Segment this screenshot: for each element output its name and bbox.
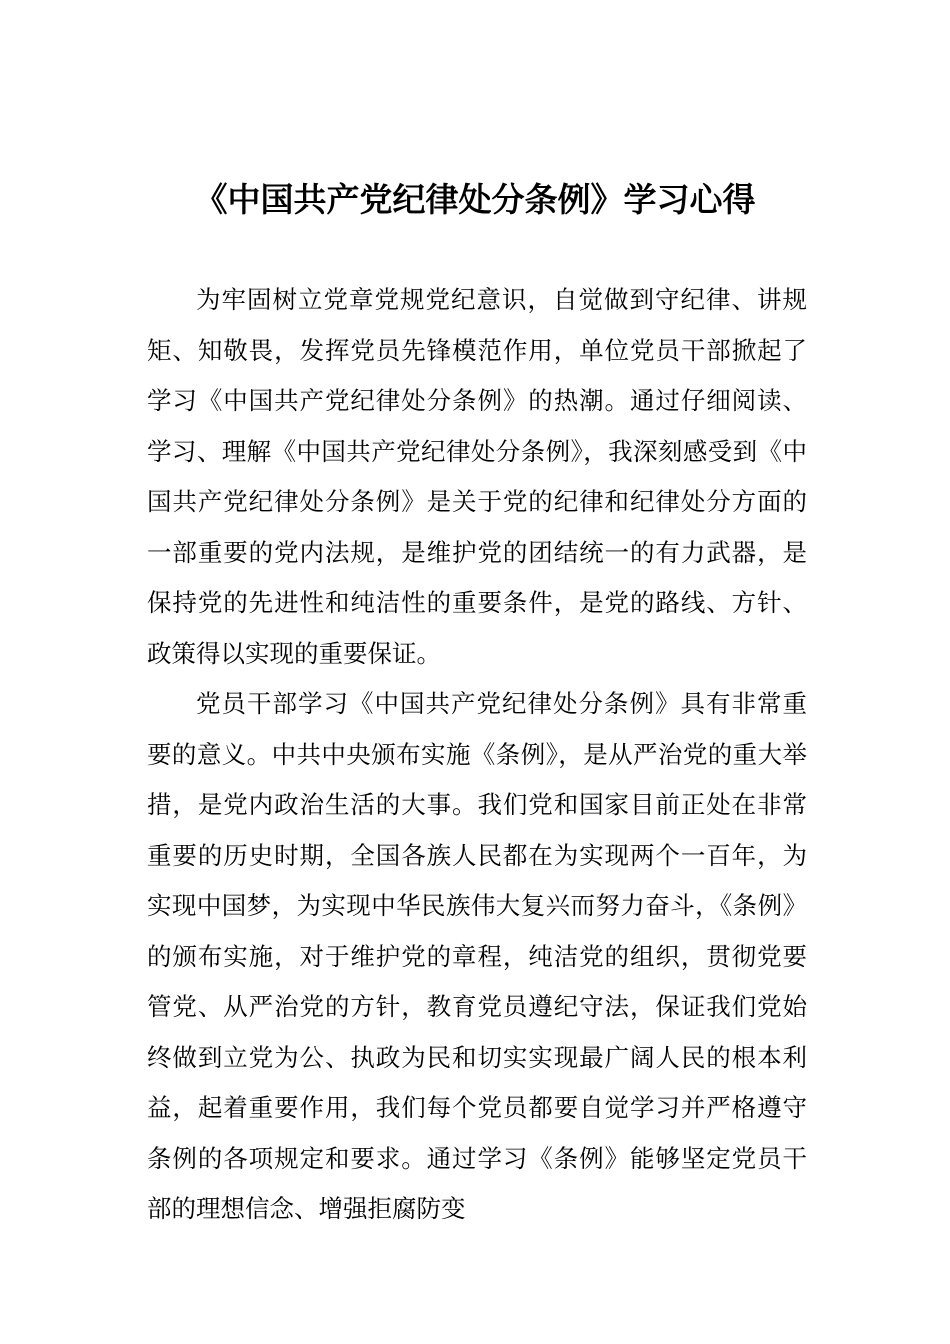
paragraph-2: 党员干部学习《中国共产党纪律处分条例》具有非常重要的意义。中共中央颁布实施《条例》，是从严治党的重大举措，是党内政治生活的大事。我们党和国家目前正处在非常重要的历史时期，全国各族人民都在为实现两个一百年，为实现中国梦，为实现中华民族伟大复兴而努力奋斗，《条例》的颁布实施，对于维护党的章程，纯洁党的组织，贯彻党要管党、从严治党的方针，教育党员遵纪守法，保证我们党始终做到立党为公、执政为民和切实实现最广阔人民的根本利益，起着重要作用，我们每个党员都要自觉学习并严格遵守条例的各项规定和要求。通过学习《条例》能够坚定党员干部的理想信念、增强拒腐防变 <box>147 689 807 1223</box>
paragraph-1: 为牢固树立党章党规党纪意识，自觉做到守纪律、讲规矩、知敬畏，发挥党员先锋模范作用，单位党员干部掀起了学习《中国共产党纪律处分条例》的热潮。通过仔细阅读、学习、理解《中国共产党纪律处分条例》，我深刻感受到《中国共产党纪律处分条例》是关于党的纪律和纪律处分方面的一部重要的党内法规，是维护党的团结统一的有力武器，是保持党的先进性和纯洁性的重要条件，是党的路线、方针、政策得以实现的重要保证。 <box>147 285 807 668</box>
document-body <box>147 275 807 1235</box>
document-title: 《中国共产党纪律处分条例》学习心得 <box>194 180 756 219</box>
